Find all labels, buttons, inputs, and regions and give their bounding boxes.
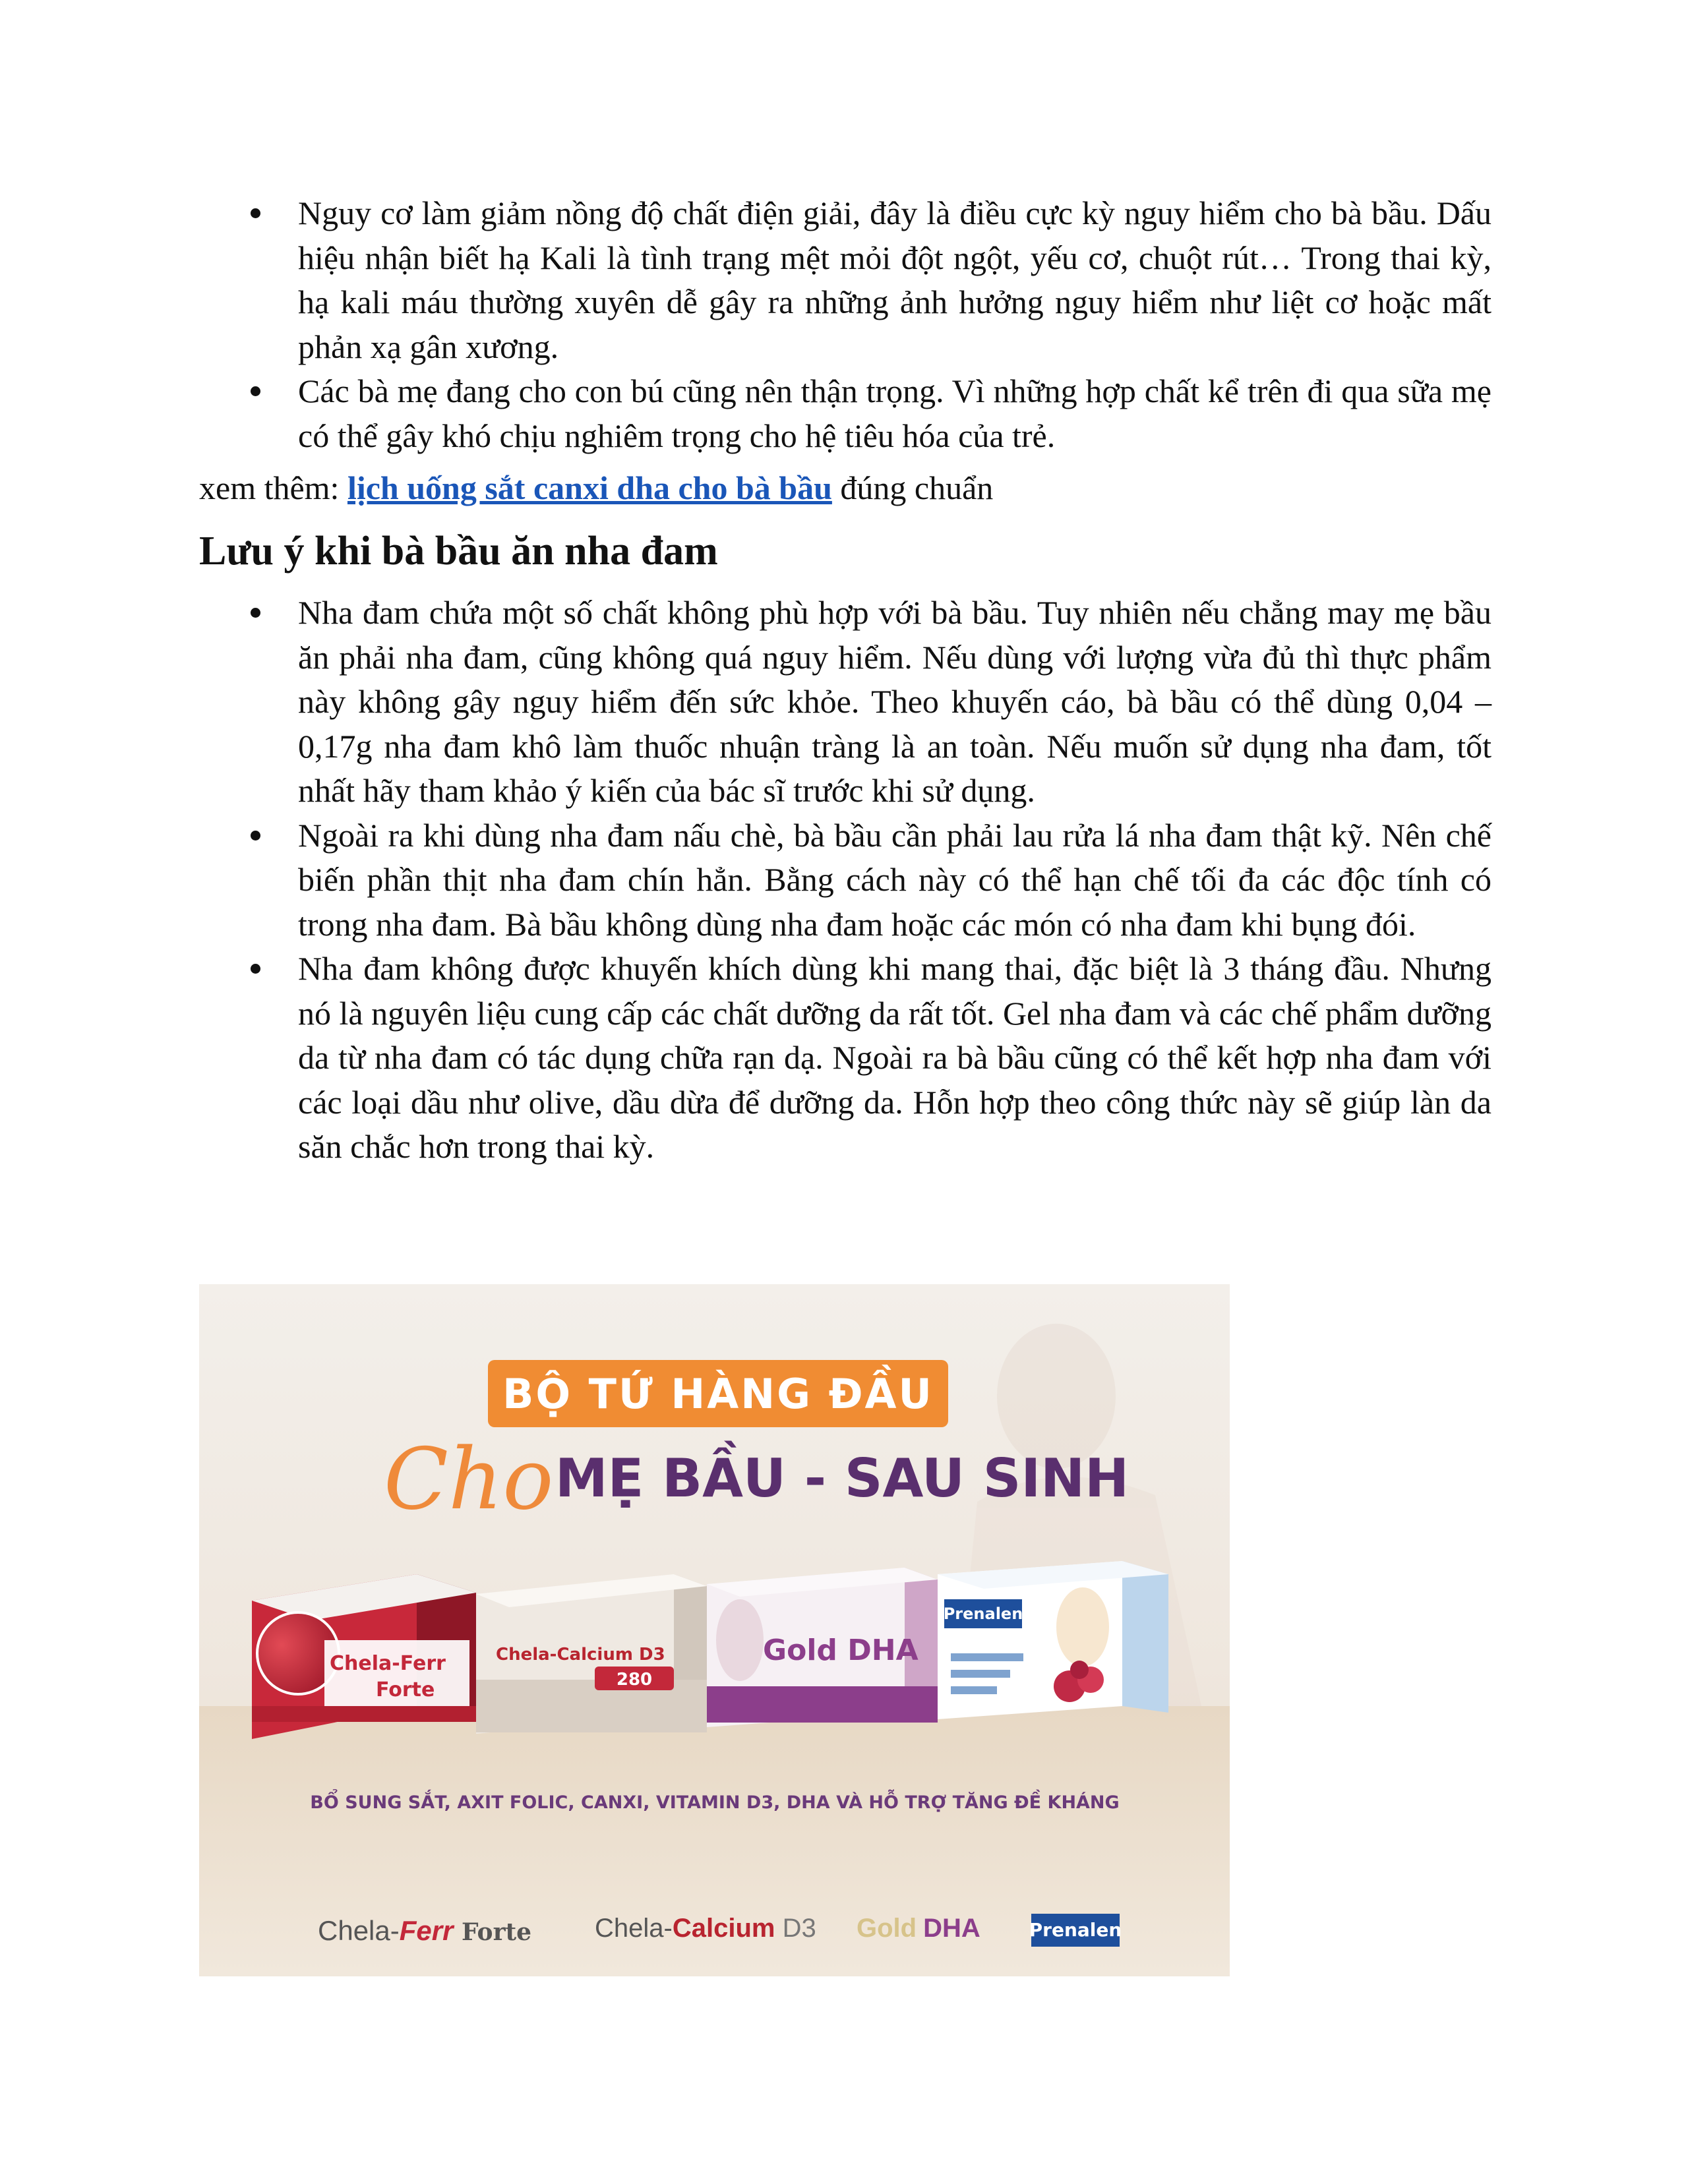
section-heading: Lưu ý khi bà bầu ăn nha đam [199,529,718,574]
see-more-link[interactable]: lịch uống sắt canxi dha cho bà bầu [347,469,832,506]
tagline-text: BỔ SUNG SẮT, AXIT FOLIC, CANXI, VITAMIN D3, DHA VÀ HỖ TRỢ TĂNG ĐỀ KHÁNG [310,1792,1120,1813]
script-word: Cho [384,1431,554,1529]
brand-prenalen: Prenalen [1029,1919,1122,1941]
product-box-prenalen [938,1561,1168,1719]
list-item: Nha đam chứa một số chất không phù hợp với bà bầu. Tuy nhiên nếu chẳng may mẹ bầu ăn phải nha đam, cũng không quá nguy hiểm. Nếu dùng với lượng vừa đủ thì thực phẩm này không gây nguy hiểm đến sức khỏe. Theo khuyến cáo, bà bầu có thể dùng 0,04 – 0,17g nha đam khô làm thuốc nhuận tràng là an toàn. Nếu muốn sử dụng nha đam, tốt nhất hãy tham khảo ý kiến của bác sĩ trước khi sử dụng. [199,591,1492,813]
risk-list [199,191,1492,458]
chela-ferr-box-sublabel: Forte [376,1678,435,1701]
product-banner-image [199,1284,1230,1976]
see-more-suffix: đúng chuẩn [831,469,994,506]
tips-list [199,591,1492,1169]
subtitle-text: MẸ BẦU - SAU SINH [555,1448,1130,1509]
prenalen-box-label: Prenalen [943,1605,1023,1623]
chela-calcium-box-label: Chela-Calcium D3 [496,1645,665,1665]
see-more-prefix: xem thêm: [199,469,347,506]
list-item: Các bà mẹ đang cho con bú cũng nên thận trọng. Vì những hợp chất kể trên đi qua sữa mẹ có thể gây khó chịu nghiêm trọng cho hệ tiêu hóa của trẻ. [199,369,1492,458]
brand-chela-ferr: Chela-Ferr Forte [318,1915,532,1946]
brand-gold-dha: Gold DHA [857,1914,980,1943]
chela-calcium-box-badge: 280 [616,1670,653,1690]
list-item: Nguy cơ làm giảm nồng độ chất điện giải, đây là điều cực kỳ nguy hiểm cho bà bầu. Dấu hiệu nhận biết hạ Kali là tình trạng mệt mỏi đột ngột, yếu cơ, chuột rút… Trong thai kỳ, hạ kali máu thường xuyên dễ gây ra những ảnh hưởng nguy hiểm như liệt cơ hoặc mất phản xạ gân xương. [199,191,1492,369]
product-box-gold-dha [707,1568,938,1727]
list-item: Ngoài ra khi dùng nha đam nấu chè, bà bầu cần phải lau rửa lá nha đam thật kỹ. Nên chế biến phần thịt nha đam chín hẳn. Bằng cách này có thể hạn chế tối đa các độc tính có trong nha đam. Bà bầu không dùng nha đam hoặc các món có nha đam khi bụng đói. [199,813,1492,947]
headline-text: BỘ TỨ HÀNG ĐẦU [502,1370,934,1418]
product-box-chela-calcium [476,1574,707,1734]
product-box-chela-ferr [252,1574,476,1739]
brand-chela-calcium: Chela-Calcium D3 [595,1914,816,1943]
list-item: Nha đam không được khuyến khích dùng khi mang thai, đặc biệt là 3 tháng đầu. Nhưng nó là nguyên liệu cung cấp các chất dưỡng da rất tốt. Gel nha đam và các chế phẩm dưỡng da từ nha đam có tác dụng chữa rạn dạ. Ngoài ra bà bầu cũng có thể kết hợp nha đam với các loại dầu như olive, dầu dừa để dưỡng da. Hỗn hợp theo công thức này sẽ giúp làn da săn chắc hơn trong thai kỳ. [199,947,1492,1169]
content-column [199,191,1492,1169]
see-more-line [199,466,1492,510]
chela-ferr-box-label: Chela-Ferr [330,1652,446,1675]
gold-dha-box-label: Gold DHA [763,1634,919,1667]
